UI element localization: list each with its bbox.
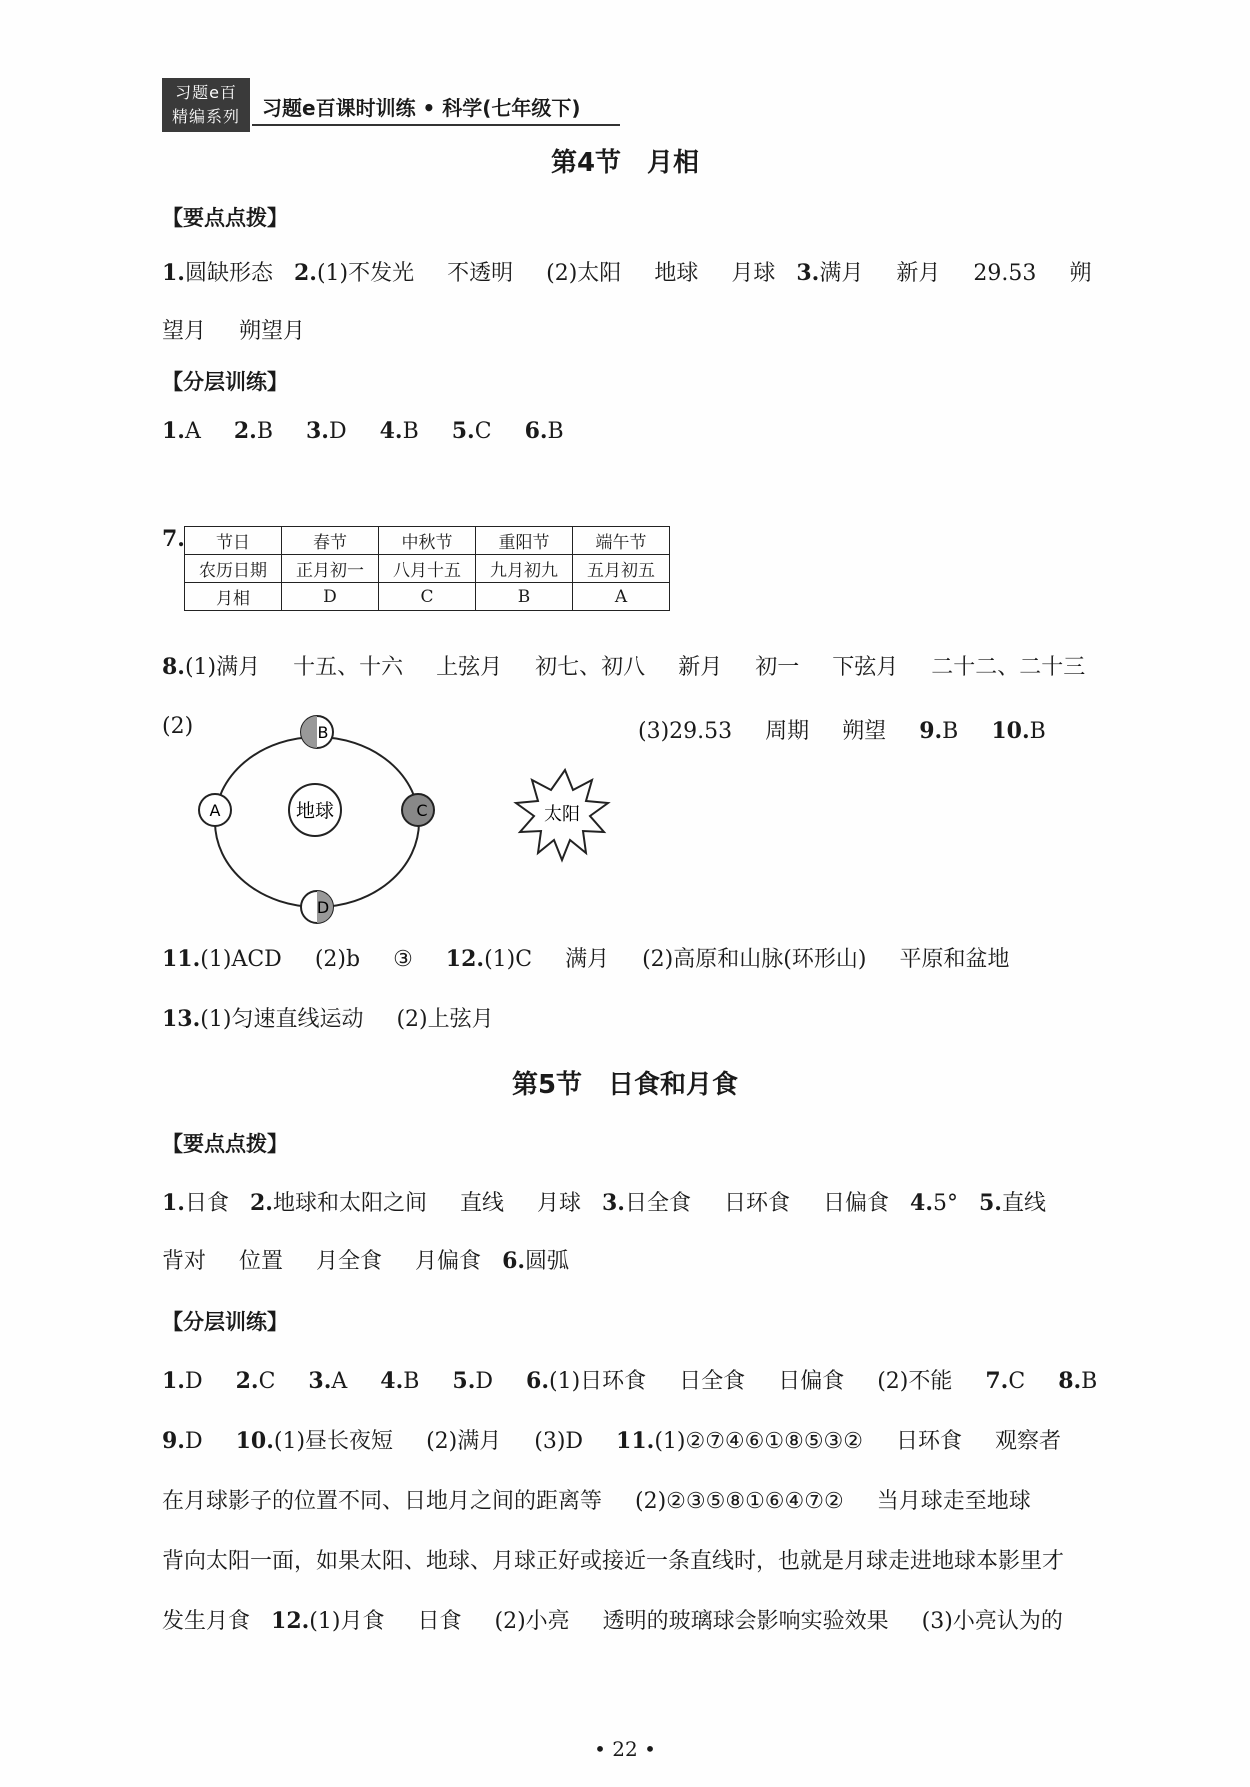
earth-label: 地球	[295, 800, 335, 822]
table-row	[185, 583, 670, 611]
answer: 下弦月	[832, 655, 899, 680]
table-cell: A	[573, 583, 670, 611]
item-number: 5.	[452, 1368, 476, 1394]
item-number: 7.	[985, 1368, 1009, 1394]
moon-orbit-diagram	[190, 710, 620, 940]
answer: B	[1029, 719, 1046, 744]
answer: C	[258, 1369, 276, 1394]
item-number: 5.	[978, 1190, 1002, 1216]
answer: 直线	[459, 1191, 504, 1216]
answer: 圆弧	[525, 1249, 570, 1274]
answer: D	[328, 419, 347, 444]
item-number: 5.	[451, 418, 475, 444]
answer: 日环食	[896, 1429, 963, 1454]
answer: 月球	[731, 261, 776, 286]
answer: 日偏食	[823, 1191, 890, 1216]
header-rule	[252, 124, 620, 126]
answer: (1)满月	[184, 655, 261, 680]
s4-kp-line-2	[162, 314, 1152, 345]
item-number: 3.	[602, 1190, 625, 1216]
item-number: 10.	[991, 718, 1030, 744]
table-row	[185, 555, 670, 583]
answer: (2)满月	[426, 1429, 502, 1454]
answer: 月全食	[316, 1249, 383, 1274]
table-cell: 五月初五	[573, 555, 670, 583]
q13-line	[162, 1002, 1152, 1033]
table-cell: 端午节	[573, 527, 670, 555]
item-number: 8.	[1058, 1368, 1082, 1394]
item-number: 6.	[526, 1368, 549, 1394]
answer: 观察者	[995, 1429, 1062, 1454]
answer: ③	[393, 947, 413, 972]
answer: 新月	[678, 655, 723, 680]
item-number: 9.	[919, 718, 943, 744]
answer: 当月球走至地球	[876, 1489, 1031, 1514]
page-number: • 22 •	[594, 1737, 656, 1761]
answer: 平原和盆地	[899, 947, 1010, 972]
answer: 29.53	[973, 261, 1037, 286]
badge-line-1: 习题e百	[175, 83, 237, 102]
item-number: 8.	[162, 654, 185, 680]
q8-line	[162, 650, 1152, 681]
item-number: 1.	[162, 1368, 185, 1394]
answer: 月偏食	[415, 1249, 482, 1274]
answer: 地球和太阳之间	[272, 1191, 427, 1216]
answer: (1)月食	[309, 1609, 385, 1634]
moon-a-label: A	[209, 801, 221, 820]
badge-line-2: 精编系列	[171, 107, 240, 126]
answer: (1)昼长夜短	[273, 1429, 394, 1454]
answer: 日全食	[679, 1369, 746, 1394]
table-cell: 节日	[185, 527, 282, 555]
item-number: 6.	[502, 1248, 526, 1274]
q11-q12-line	[162, 942, 1152, 973]
answer: D	[184, 1369, 203, 1394]
item-number: 2.	[235, 1368, 259, 1394]
moon-d	[301, 891, 333, 923]
table-cell: C	[379, 583, 476, 611]
answer: 5°	[932, 1191, 958, 1216]
q8-3-q9-q10-line	[638, 714, 1158, 745]
item-number: 9.	[162, 1428, 185, 1454]
answer: (2)太阳	[546, 261, 622, 286]
q8-2-label: (2)	[162, 714, 194, 739]
item-number: 1.	[162, 418, 185, 444]
series-badge	[162, 78, 250, 132]
s5-tr-line-5	[162, 1604, 1152, 1635]
table-cell: 九月初九	[476, 555, 573, 583]
answer: (1)匀速直线运动	[200, 1007, 364, 1032]
answer: 朔望	[842, 719, 887, 744]
answer: 位置	[239, 1249, 284, 1274]
answer: B	[1081, 1369, 1098, 1394]
sun-label: 太阳	[544, 804, 580, 825]
item-number: 12.	[445, 946, 485, 972]
moon-b	[301, 716, 333, 748]
answer: 朔	[1069, 261, 1092, 286]
answer: 上弦月	[436, 655, 503, 680]
item-number: 3.	[796, 260, 820, 286]
moon-a	[199, 794, 231, 826]
answer: 日食	[417, 1609, 462, 1634]
moon-b-shade	[301, 716, 317, 748]
item-number: 13.	[162, 1006, 201, 1032]
section-5-title: 第5节 日食和月食	[511, 1070, 739, 1100]
answer: 发生月食	[162, 1609, 251, 1634]
answer: 十五、十六	[293, 655, 404, 680]
answer: 朔望月	[239, 319, 306, 344]
answer: (2)小亮	[494, 1609, 570, 1634]
s5-kp-line-2	[162, 1244, 1152, 1275]
answer: 背对	[162, 1249, 207, 1274]
s4-key-points-heading: 【要点点拨】	[162, 206, 288, 230]
answer: 地球	[654, 261, 699, 286]
s5-tr-line-3	[162, 1484, 1152, 1515]
s4-kp-line-1	[162, 256, 1152, 287]
item-number: 12.	[271, 1608, 310, 1634]
answer: (1)ACD	[200, 947, 282, 972]
s4-training-heading: 【分层训练】	[162, 370, 288, 394]
s5-key-points-heading: 【要点点拨】	[162, 1132, 288, 1156]
item-number: 4.	[380, 1368, 404, 1394]
answer: (2)②③⑤⑧①⑥④⑦②	[635, 1489, 844, 1514]
table-cell: 中秋节	[379, 527, 476, 555]
answer: 满月	[819, 261, 864, 286]
answer: B	[547, 419, 564, 444]
answer: C	[474, 419, 492, 444]
section-4-title: 第4节 月相	[550, 148, 700, 178]
item-number: 3.	[306, 418, 329, 444]
answer: B	[402, 419, 419, 444]
answer: (2)上弦月	[396, 1007, 494, 1032]
table-cell: B	[476, 583, 573, 611]
table-cell: 农历日期	[185, 555, 282, 583]
item-number: 4.	[910, 1190, 933, 1216]
answer: 日食	[184, 1191, 229, 1216]
festival-table	[184, 526, 670, 611]
item-number: 11.	[162, 946, 201, 972]
answer: 新月	[896, 261, 941, 286]
answer: (1)②⑦④⑥①⑧⑤③②	[654, 1429, 863, 1454]
table-cell: 八月十五	[379, 555, 476, 583]
item-number: 3.	[308, 1368, 332, 1394]
answer: B	[256, 419, 273, 444]
item-number: 1.	[162, 1190, 185, 1216]
book-title: 习题e百课时训练 • 科学(七年级下)	[262, 96, 581, 120]
answer: 周期	[765, 719, 810, 744]
answer: (1)不发光	[316, 261, 415, 286]
answer: (1)日环食	[549, 1369, 647, 1394]
answer: B	[942, 719, 959, 744]
answer: D	[184, 1429, 203, 1454]
item-number: 2.	[233, 418, 257, 444]
answer: A	[184, 419, 201, 444]
answer: (3)D	[534, 1429, 584, 1454]
answer: (3)29.53	[638, 719, 733, 744]
answer: 透明的玻璃球会影响实验效果	[602, 1609, 889, 1634]
moon-c	[402, 794, 434, 826]
answer: 月球	[536, 1191, 581, 1216]
q7-label: 7.	[162, 526, 185, 552]
answer: 在月球影子的位置不同、日地月之间的距离等	[162, 1489, 603, 1514]
s5-tr-line-4: 背向太阳一面，如果太阳、地球、月球正好或接近一条直线时，也就是月球走进地球本影里才	[162, 1549, 1065, 1574]
s4-mc-line	[162, 418, 1152, 444]
earth-label-group	[289, 784, 341, 836]
answer: (2)不能	[877, 1369, 953, 1394]
answer: 日全食	[624, 1191, 691, 1216]
table-cell: 月相	[185, 583, 282, 611]
item-number: 11.	[616, 1428, 655, 1454]
table-cell: D	[282, 583, 379, 611]
answer: (1)C	[484, 947, 533, 972]
moon-c-label: C	[416, 801, 428, 820]
answer: 初七、初八	[535, 655, 646, 680]
answer: (3)小亮认为的	[921, 1609, 1063, 1634]
moon-b-label: B	[317, 723, 329, 742]
answer: 望月	[162, 319, 207, 344]
item-number: 2.	[293, 260, 317, 286]
sun	[516, 770, 608, 860]
s5-tr-line-1	[162, 1364, 1152, 1395]
table-cell: 正月初一	[282, 555, 379, 583]
table-cell: 重阳节	[476, 527, 573, 555]
answer: 不透明	[447, 261, 514, 286]
answer: 初一	[755, 655, 800, 680]
s5-training-heading: 【分层训练】	[162, 1310, 288, 1334]
item-number: 4.	[379, 418, 403, 444]
item-number: 1.	[162, 260, 185, 286]
answer: D	[475, 1369, 494, 1394]
table-cell: 春节	[282, 527, 379, 555]
answer: C	[1008, 1369, 1026, 1394]
s5-kp-line-1	[162, 1186, 1152, 1217]
answer: 满月	[565, 947, 610, 972]
answer: 二十二、二十三	[931, 655, 1086, 680]
moon-d-label: D	[316, 898, 330, 917]
item-number: 10.	[235, 1428, 274, 1454]
answer: (2)高原和山脉(环形山)	[642, 947, 867, 972]
answer: 圆缺形态	[184, 261, 273, 286]
answer: B	[403, 1369, 420, 1394]
answer: 直线	[1001, 1191, 1046, 1216]
answer: A	[331, 1369, 348, 1394]
s5-tr-line-2	[162, 1424, 1152, 1455]
answer: 日偏食	[778, 1369, 845, 1394]
table-row	[185, 527, 670, 555]
answer: 日环食	[723, 1191, 790, 1216]
item-number: 2.	[249, 1190, 273, 1216]
answer: (2)b	[314, 947, 361, 972]
item-number: 6.	[524, 418, 548, 444]
